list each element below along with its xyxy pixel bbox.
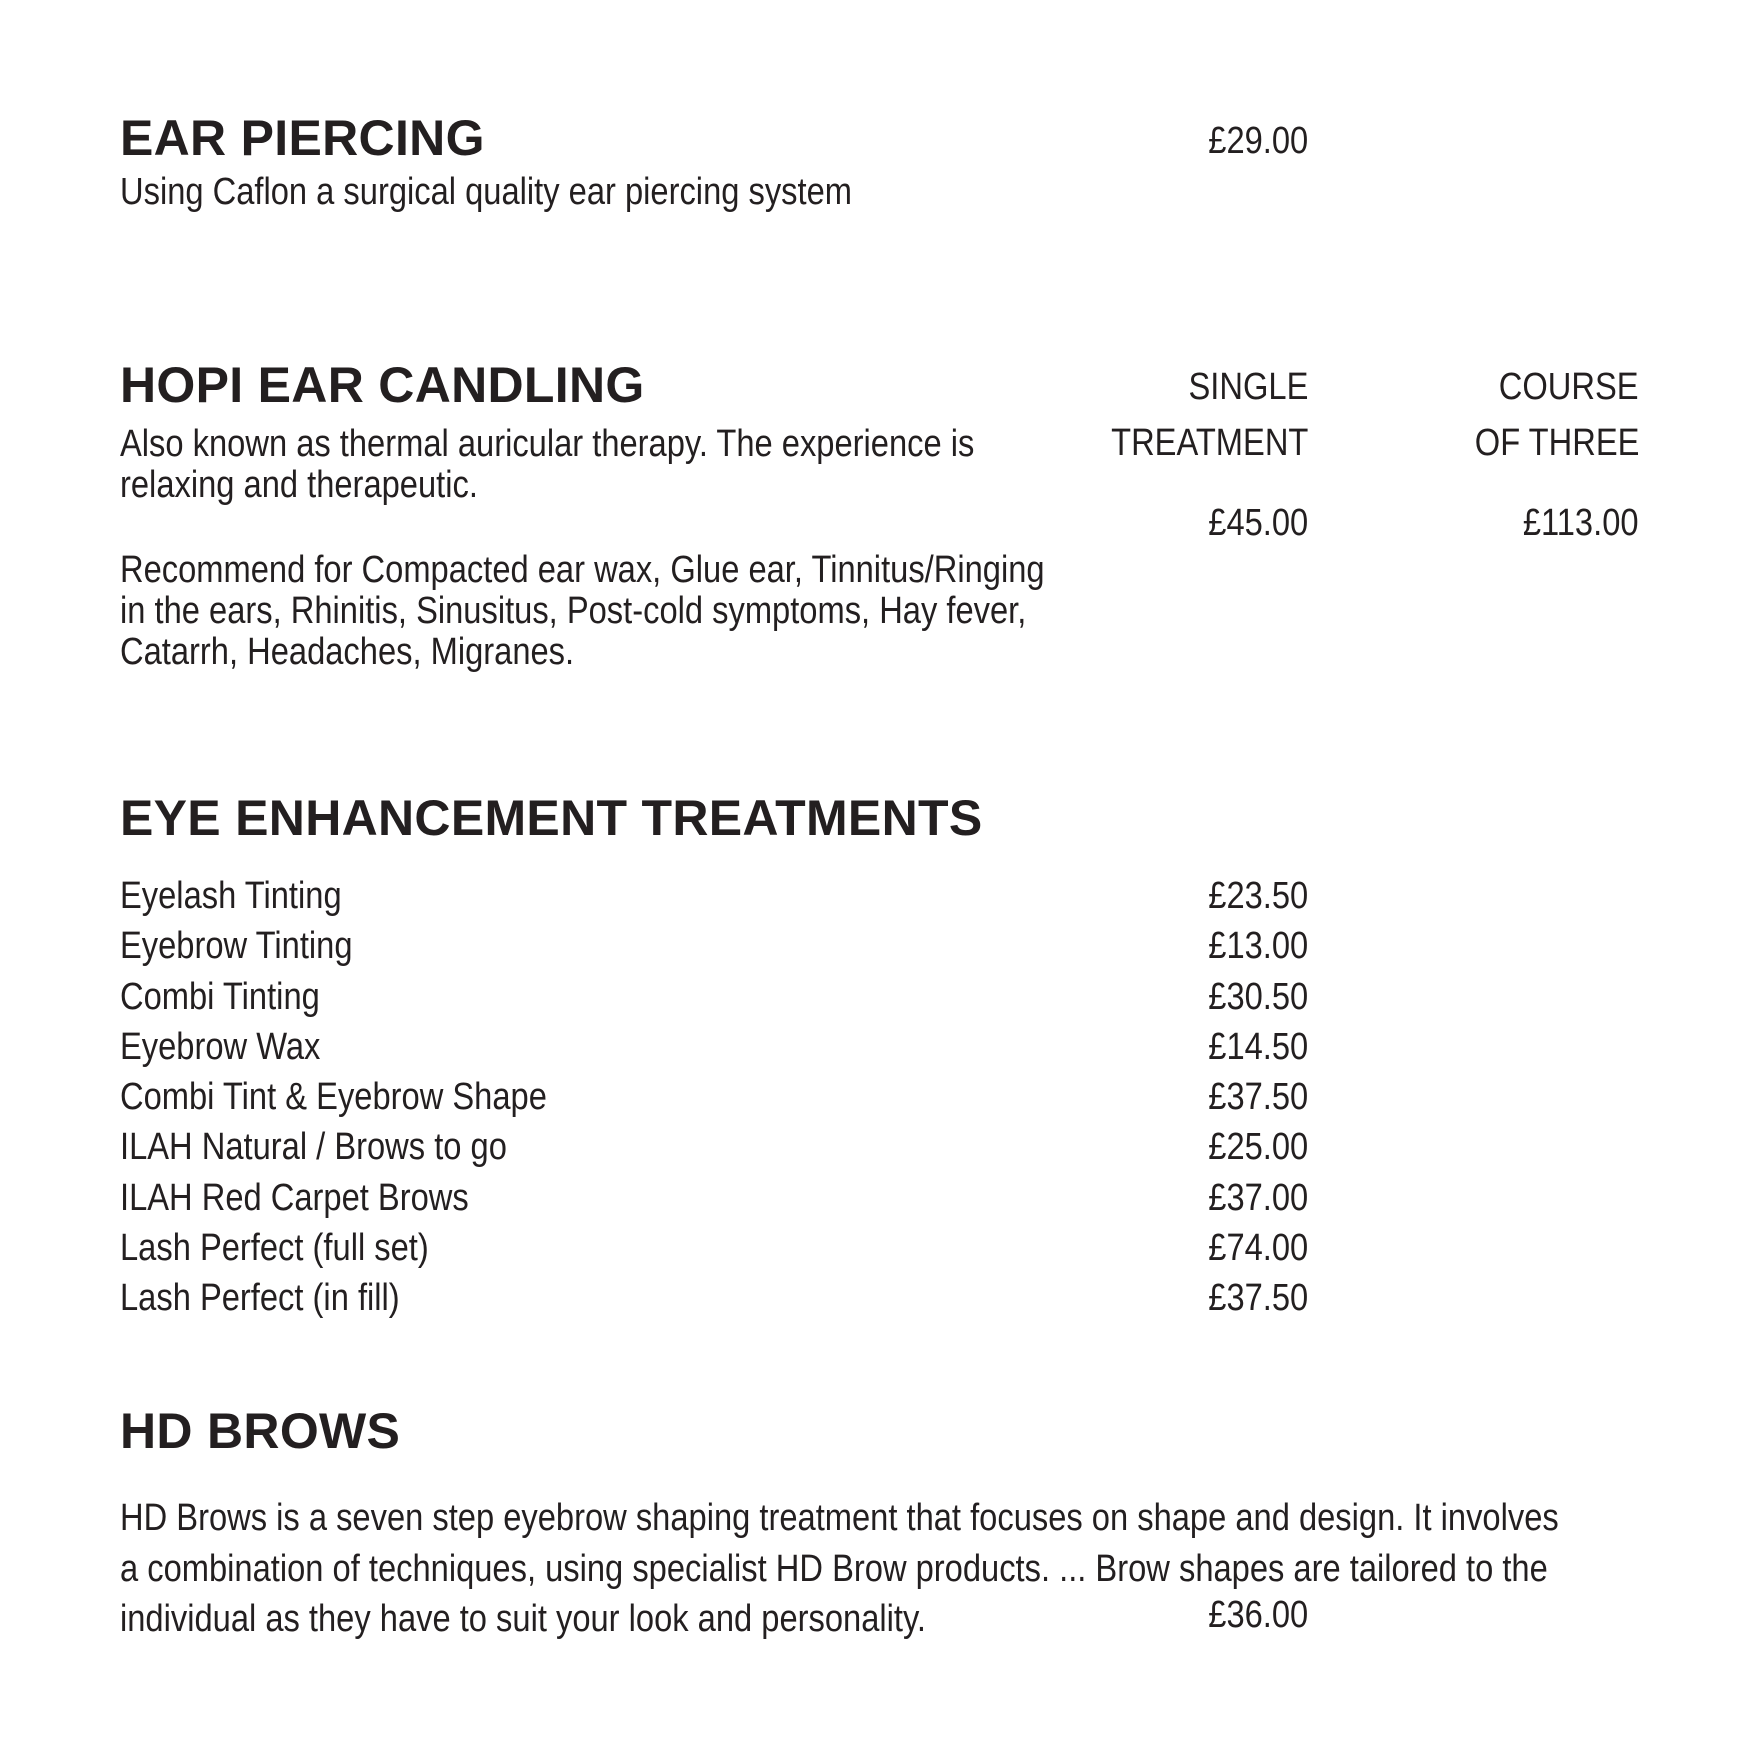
hopi-description-line: relaxing and therapeutic. [120, 464, 478, 506]
item-name: Combi Tint & Eyebrow Shape [120, 1076, 547, 1119]
list-item [120, 1025, 1308, 1078]
eye-treatment-list [120, 877, 1308, 1330]
hd-brows-heading: HD BROWS [120, 1403, 401, 1459]
eye-enhancement-heading: EYE ENHANCEMENT TREATMENTS [120, 790, 983, 846]
item-price: £37.00 [1208, 1176, 1308, 1219]
hd-brows-line: a combination of techniques, using specialist HD Brow products. ... Brow shapes are tailored to the [120, 1547, 1548, 1590]
hd-brows-line: HD Brows is a seven step eyebrow shaping treatment that focuses on shape and design. It involves [120, 1497, 1559, 1539]
item-name: ILAH Red Carpet Brows [120, 1176, 469, 1219]
hopi-heading: HOPI EAR CANDLING [120, 357, 645, 413]
list-item [120, 1176, 1308, 1229]
course-column-header-line1: COURSE [1499, 366, 1639, 408]
item-name: Eyelash Tinting [120, 875, 342, 917]
ear-piercing-heading: EAR PIERCING [120, 110, 485, 166]
single-column-header-line1: SINGLE [1188, 366, 1308, 408]
hopi-description [120, 424, 974, 506]
item-price: £14.50 [1208, 1025, 1308, 1068]
course-of-three-price: £113.00 [1523, 502, 1639, 544]
item-price: £30.50 [1208, 975, 1308, 1018]
item-name: Eyebrow Wax [120, 1025, 321, 1068]
item-price: £74.00 [1208, 1227, 1308, 1270]
item-price: £37.50 [1208, 1076, 1308, 1119]
hd-brows-line: individual as they have to suit your look and personality. [120, 1598, 926, 1640]
ear-piercing-price: £29.00 [1208, 120, 1308, 162]
item-name: Lash Perfect (in fill) [120, 1277, 400, 1320]
hopi-recommend-line: in the ears, Rhinitis, Sinusitus, Post-cold symptoms, Hay fever, [120, 590, 1027, 632]
list-item [120, 877, 1308, 927]
single-treatment-price: £45.00 [1208, 502, 1308, 544]
list-item [120, 975, 1308, 1028]
list-item [120, 1128, 1308, 1178]
item-name: ILAH Natural / Brows to go [120, 1126, 507, 1169]
hopi-description-line: Also known as thermal auricular therapy. The experience is [120, 423, 975, 465]
hopi-recommend-line: Recommend for Compacted ear wax, Glue ear, Tinnitus/Ringing [120, 549, 1045, 591]
hd-brows-price: £36.00 [1208, 1594, 1308, 1636]
hd-brows-description [120, 1493, 1559, 1645]
item-name: Combi Tinting [120, 975, 320, 1018]
item-price: £25.00 [1208, 1126, 1308, 1169]
course-column-header-line2: OF THREE [1474, 422, 1639, 464]
list-item [120, 1279, 1308, 1329]
hopi-recommendations [120, 550, 1045, 673]
item-price: £23.50 [1208, 875, 1308, 917]
list-item [120, 1078, 1308, 1128]
list-item [120, 927, 1308, 977]
list-item [120, 1229, 1308, 1279]
hopi-recommend-line: Catarrh, Headaches, Migranes. [120, 631, 575, 673]
ear-piercing-description: Using Caflon a surgical quality ear piercing system [120, 171, 853, 213]
item-name: Eyebrow Tinting [120, 925, 353, 968]
item-price: £37.50 [1208, 1277, 1308, 1320]
item-price: £13.00 [1208, 925, 1308, 968]
single-column-header-line2: TREATMENT [1110, 422, 1308, 464]
item-name: Lash Perfect (full set) [120, 1227, 429, 1270]
